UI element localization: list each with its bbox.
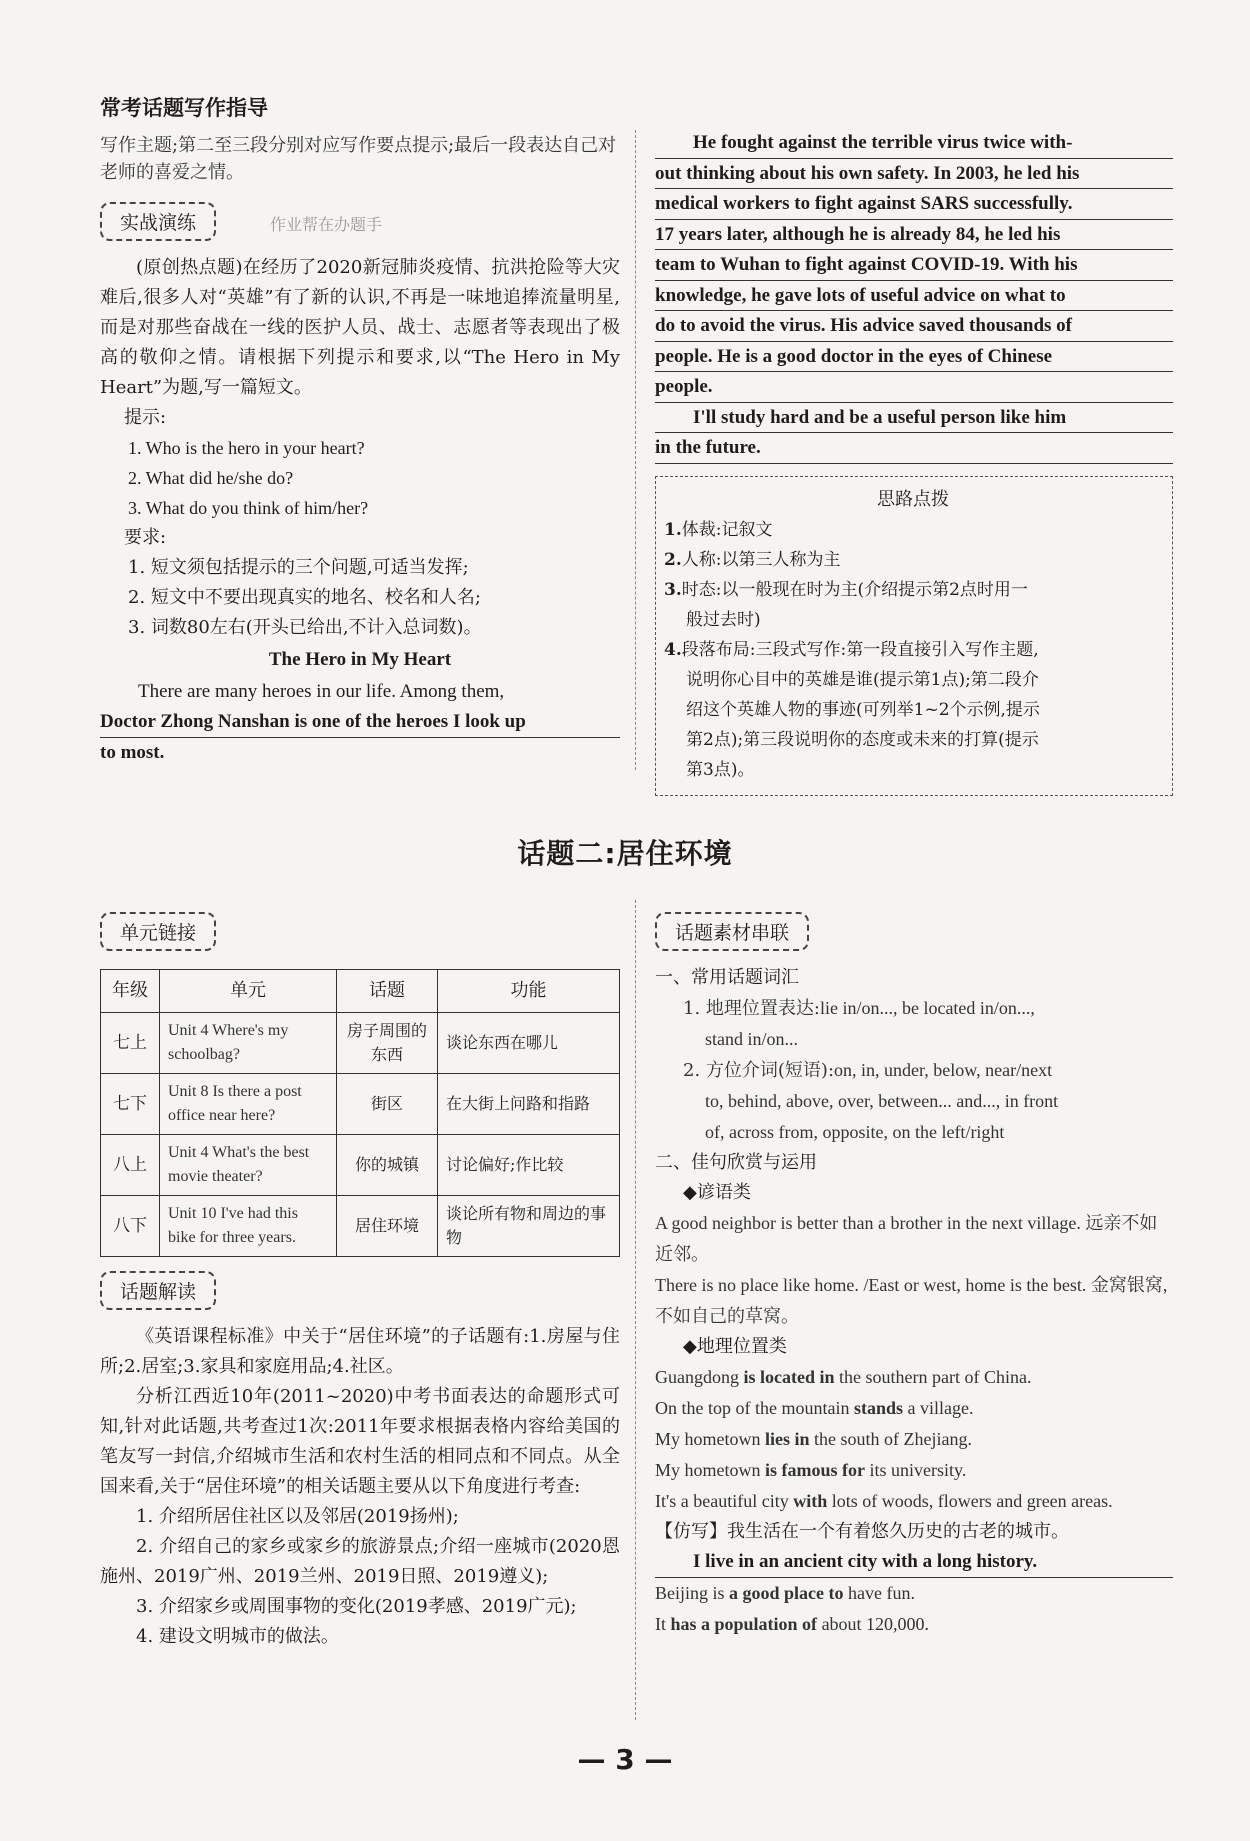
table-row <box>101 1013 620 1074</box>
table-row <box>101 1074 620 1135</box>
example-sentence: My hometown is famous for its university. <box>655 1460 967 1480</box>
column-divider <box>635 130 636 770</box>
essay-answer-line: do to avoid the virus. His advice saved thousands of <box>655 311 1173 342</box>
practice-tag: 实战演练 <box>100 202 216 241</box>
table-header: 单元 <box>160 970 337 1013</box>
vocab-item: 1. 地理位置表达:lie in/on..., be located in/on..., <box>683 998 1035 1019</box>
essay-answer-line: medical workers to fight against SARS successfully. <box>655 189 1173 220</box>
table-header: 功能 <box>438 970 620 1013</box>
essay-opening: There are many heroes in our life. Among them, <box>138 681 505 702</box>
tip-continuation: 第3点)。 <box>686 759 755 780</box>
topic-title: 话题二:居住环境 <box>517 837 733 870</box>
imitate-answer: I live in an ancient city with a long history. <box>655 1547 1173 1578</box>
analysis-tag: 话题解读 <box>100 1271 216 1310</box>
angle-item: 2. 介绍自己的家乡或家乡的旅游景点;介绍一座城市(2020恩施州、2019广州、2019兰州、2019日照、2019遵义); <box>100 1536 620 1587</box>
example-sentence: It has a population of about 120,000. <box>655 1613 930 1634</box>
requirement-item: 3. 词数80左右(开头已给出,不计入总词数)。 <box>128 617 482 638</box>
grade-cell: 八上 <box>101 1135 160 1196</box>
hint-item: 1. Who is the hero in your heart? <box>128 438 365 458</box>
function-cell: 讨论偏好;作比较 <box>438 1135 620 1196</box>
tips-box <box>655 476 1173 796</box>
materials-tag: 话题素材串联 <box>655 912 809 951</box>
unit-link-tag: 单元链接 <box>100 912 216 951</box>
writing-prompt: (原创热点题)在经历了2020新冠肺炎疫情、抗洪抢险等大灾难后,很多人对“英雄”有了新的认识,不再是一味地追捧流量明星,而是对那些奋战在一线的医护人员、战士、志愿者等表现出了极高的敬仰之情。请根据下列提示和要求,以“The Hero in My Heart”为题,写一篇短文。 <box>100 257 620 398</box>
tip-item: 1.体裁:记叙文 <box>664 519 773 540</box>
essay-title: The Hero in My Heart <box>268 649 452 670</box>
example-sentence: Beijing is a good place to have fun. <box>655 1582 915 1603</box>
unit-cell: Unit 4 Where's my schoolbag? <box>160 1013 337 1074</box>
angle-item: 1. 介绍所居住社区以及邻居(2019扬州); <box>136 1506 459 1527</box>
essay-answer-line: in the future. <box>655 433 1173 464</box>
essay-answer-line: He fought against the terrible virus twice with- <box>655 128 1173 159</box>
proverb-sentence: A good neighbor is better than a brother in the next village. 远亲不如近邻。 <box>655 1213 1158 1264</box>
analysis-paragraph: 分析江西近10年(2011~2020)中考书面表达的命题形式可知,针对此话题,共考查过1次:2011年要求根据表格内容给美国的笔友写一封信,介绍城市生活和农村生活的相同点和不同点。从全国来看,关于“居住环境”的相关话题主要从以下角度进行考查: <box>100 1386 620 1497</box>
page-number: — 3 — <box>577 1743 673 1776</box>
unit-cell: Unit 8 Is there a post office near here? <box>160 1074 337 1135</box>
table-header: 年级 <box>101 970 160 1013</box>
example-sentence: It's a beautiful city with lots of woods, flowers and green areas. <box>655 1491 1113 1511</box>
table-row <box>101 1196 620 1257</box>
example-sentence: Guangdong is located in the southern part of China. <box>655 1367 1032 1387</box>
topic-two-right <box>655 900 1173 1640</box>
unit-cell: Unit 4 What's the best movie theater? <box>160 1135 337 1196</box>
essay-continued <box>655 128 1173 796</box>
hint-item: 2. What did he/she do? <box>128 468 294 488</box>
requirements-label: 要求: <box>124 527 167 548</box>
angle-item: 3. 介绍家乡或周围事物的变化(2019孝感、2019广元); <box>136 1596 577 1617</box>
tip-continuation: 绍这个英雄人物的事迹(可列举1~2个示例,提示 <box>686 699 1040 720</box>
vocab-item: 2. 方位介词(短语):on, in, under, below, near/next <box>683 1060 1053 1081</box>
section-heading: 常考话题写作指导 <box>100 96 268 120</box>
vocab-continuation: to, behind, above, over, between... and..., in front <box>705 1091 1059 1111</box>
vocab-continuation: stand in/on... <box>705 1029 798 1049</box>
essay-answer-line: out thinking about his own safety. In 2003, he led his <box>655 159 1173 190</box>
essay-answer-line: team to Wuhan to fight against COVID-19. With his <box>655 250 1173 281</box>
tip-item: 2.人称:以第三人称为主 <box>664 549 841 570</box>
example-sentence: On the top of the mountain stands a village. <box>655 1398 974 1418</box>
essay-answer-line: Doctor Zhong Nanshan is one of the heroes I look up <box>100 707 620 738</box>
essay-answer-line: people. <box>655 372 1173 403</box>
hints-label: 提示: <box>124 407 167 428</box>
function-cell: 谈论所有物和周边的事物 <box>438 1196 620 1257</box>
tip-item: 4.段落布局:三段式写作:第一段直接引入写作主题, <box>664 639 1039 660</box>
proverb-sentence: There is no place like home. /East or west, home is the best. 金窝银窝,不如自己的草窝。 <box>655 1275 1168 1326</box>
tip-continuation: 般过去时) <box>686 609 761 630</box>
writing-guide-section <box>100 92 620 767</box>
function-cell: 谈论东西在哪儿 <box>438 1013 620 1074</box>
imitate-prompt: 【仿写】我生活在一个有着悠久历史的古老的城市。 <box>655 1521 1069 1542</box>
function-cell: 在大街上问路和指路 <box>438 1074 620 1135</box>
watermark-stamp: 作业帮在办题手 <box>270 215 383 234</box>
vocab-continuation: of, across from, opposite, on the left/right <box>705 1122 1005 1142</box>
tip-continuation: 说明你心目中的英雄是谁(提示第1点);第二段介 <box>686 669 1039 690</box>
essay-answer-line: 17 years later, although he is already 84, he led his <box>655 220 1173 251</box>
unit-cell: Unit 10 I've had this bike for three years. <box>160 1196 337 1257</box>
requirement-item: 2. 短文中不要出现真实的地名、校名和人名; <box>128 587 481 608</box>
example-sentence: My hometown lies in the south of Zhejiang. <box>655 1429 972 1449</box>
table-header: 话题 <box>337 970 438 1013</box>
location-category: ◆地理位置类 <box>683 1336 787 1357</box>
table-header-row <box>101 970 620 1013</box>
topic-cell: 居住环境 <box>337 1196 438 1257</box>
essay-answer-line: people. He is a good doctor in the eyes of Chinese <box>655 342 1173 373</box>
tips-title: 思路点拨 <box>877 488 949 510</box>
table-row <box>101 1135 620 1196</box>
topic-cell: 你的城镇 <box>337 1135 438 1196</box>
column-divider <box>635 900 636 1720</box>
hint-item: 3. What do you think of him/her? <box>128 498 369 518</box>
analysis-paragraph: 《英语课程标准》中关于“居住环境”的子话题有:1.房屋与住所;2.居室;3.家具和家庭用品;4.社区。 <box>100 1326 620 1377</box>
grade-cell: 七下 <box>101 1074 160 1135</box>
guide-note: 写作主题;第二至三段分别对应写作要点提示;最后一段表达自己对老师的喜爱之情。 <box>100 135 617 183</box>
unit-table <box>100 969 620 1257</box>
grade-cell: 七上 <box>101 1013 160 1074</box>
proverb-category: ◆谚语类 <box>683 1182 751 1203</box>
essay-answer-line: to most. <box>100 741 165 763</box>
essay-answer-line: I'll study hard and be a useful person like him <box>655 403 1173 434</box>
topic-cell: 房子周围的东西 <box>337 1013 438 1074</box>
tip-item: 3.时态:以一般现在时为主(介绍提示第2点时用一 <box>664 579 1028 600</box>
requirement-item: 1. 短文须包括提示的三个问题,可适当发挥; <box>128 557 469 578</box>
vocab-heading: 一、常用话题词汇 <box>655 967 799 988</box>
essay-answer-line: knowledge, he gave lots of useful advice on what to <box>655 281 1173 312</box>
topic-cell: 街区 <box>337 1074 438 1135</box>
angle-item: 4. 建设文明城市的做法。 <box>136 1626 339 1647</box>
topic-two-left <box>100 900 620 1652</box>
sentences-heading: 二、佳句欣赏与运用 <box>655 1152 817 1173</box>
tip-continuation: 第2点);第三段说明你的态度或未来的打算(提示 <box>686 729 1039 750</box>
grade-cell: 八下 <box>101 1196 160 1257</box>
